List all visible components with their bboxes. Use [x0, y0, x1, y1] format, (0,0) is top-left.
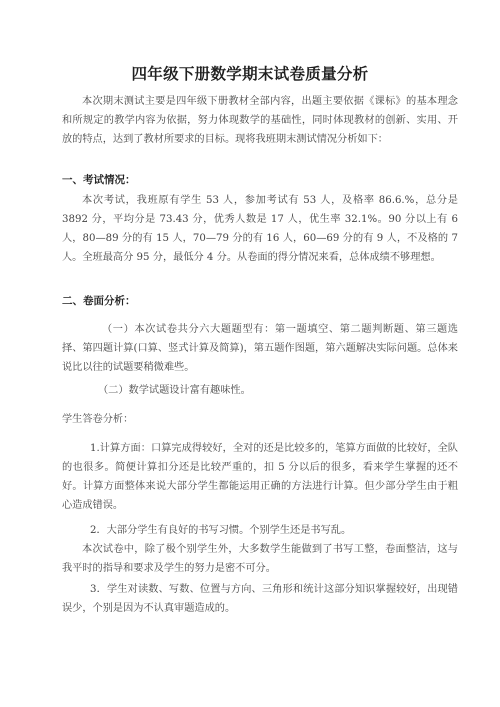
- section-heading-exam-status: 一、考试情况：: [62, 174, 136, 186]
- calculation-paragraph: 1.计算方面：口算完成得较好，全对的还是比较多的，笔算方面做的比较好，全队的也很多。简便计算扣分还是比较严重的，扣 5 分以后的很多，看来学生掌握的还不好。计算方面整体来说大部分学生都能运用正确的方法进行计算。但少部分学生由于粗心造成错误。: [62, 443, 458, 511]
- knowledge-mastery-paragraph: 3．学生对读数、写数、位置与方向、三角形和统计这部分知识掌握较好，出现错误少，个别是因为不认真审题造成的。: [62, 584, 458, 614]
- paper-design-paragraph: （二）数学试题设计富有趣味性。: [98, 385, 251, 396]
- section-heading-paper-analysis: 二、卷面分析：: [62, 295, 136, 307]
- exam-status-paragraph: 本次考试，我班原有学生 53 人，参加考试有 53 人，及格率 86.6.%，总分是 3892 分，平均分是 73.43 分，优秀人数是 17 人，优生率 32.1%。90 分以上有 6 人，80—89 分的有 15 人，70—79 分的有 16 人，60—69 分的有 9 人，不及格的 7 人。全班最高分 95 分，最低分 4 分。从卷面的得分情况来看，总体成绩不够理想。: [62, 195, 458, 263]
- document-title: 四年级下册数学期末试卷质量分析: [131, 65, 369, 83]
- paper-structure-paragraph: （一）本次试卷共分六大题题型有：第一题填空、第二题判断题、第三题选择、第四题计算(口算、竖式计算及简算)，第五题作图题，第六题解决实际问题。总体来说比以往的试题要稍微难些。: [62, 324, 458, 373]
- neatness-paragraph: 本次试卷中，除了极个别学生外，大多数学生能做到了书写工整，卷面整洁，这与我平时的指导和要求及学生的努力是密不可分。: [62, 544, 458, 574]
- student-analysis-heading: 学生答卷分析：: [62, 414, 134, 425]
- intro-paragraph: 本次期末测试主要是四年级下册教材全部内容，出题主要依据《课标》的基本理念和所规定的教学内容为依据，努力体现数学的基础性，同时体现教材的创新、实用、开放的特点，达到了教材所要求的目标。现将我班期末测试情况分析如下：: [62, 96, 458, 145]
- handwriting-paragraph: 2．大部分学生有良好的书写习惯。个别学生还是书写乱。: [90, 525, 352, 536]
